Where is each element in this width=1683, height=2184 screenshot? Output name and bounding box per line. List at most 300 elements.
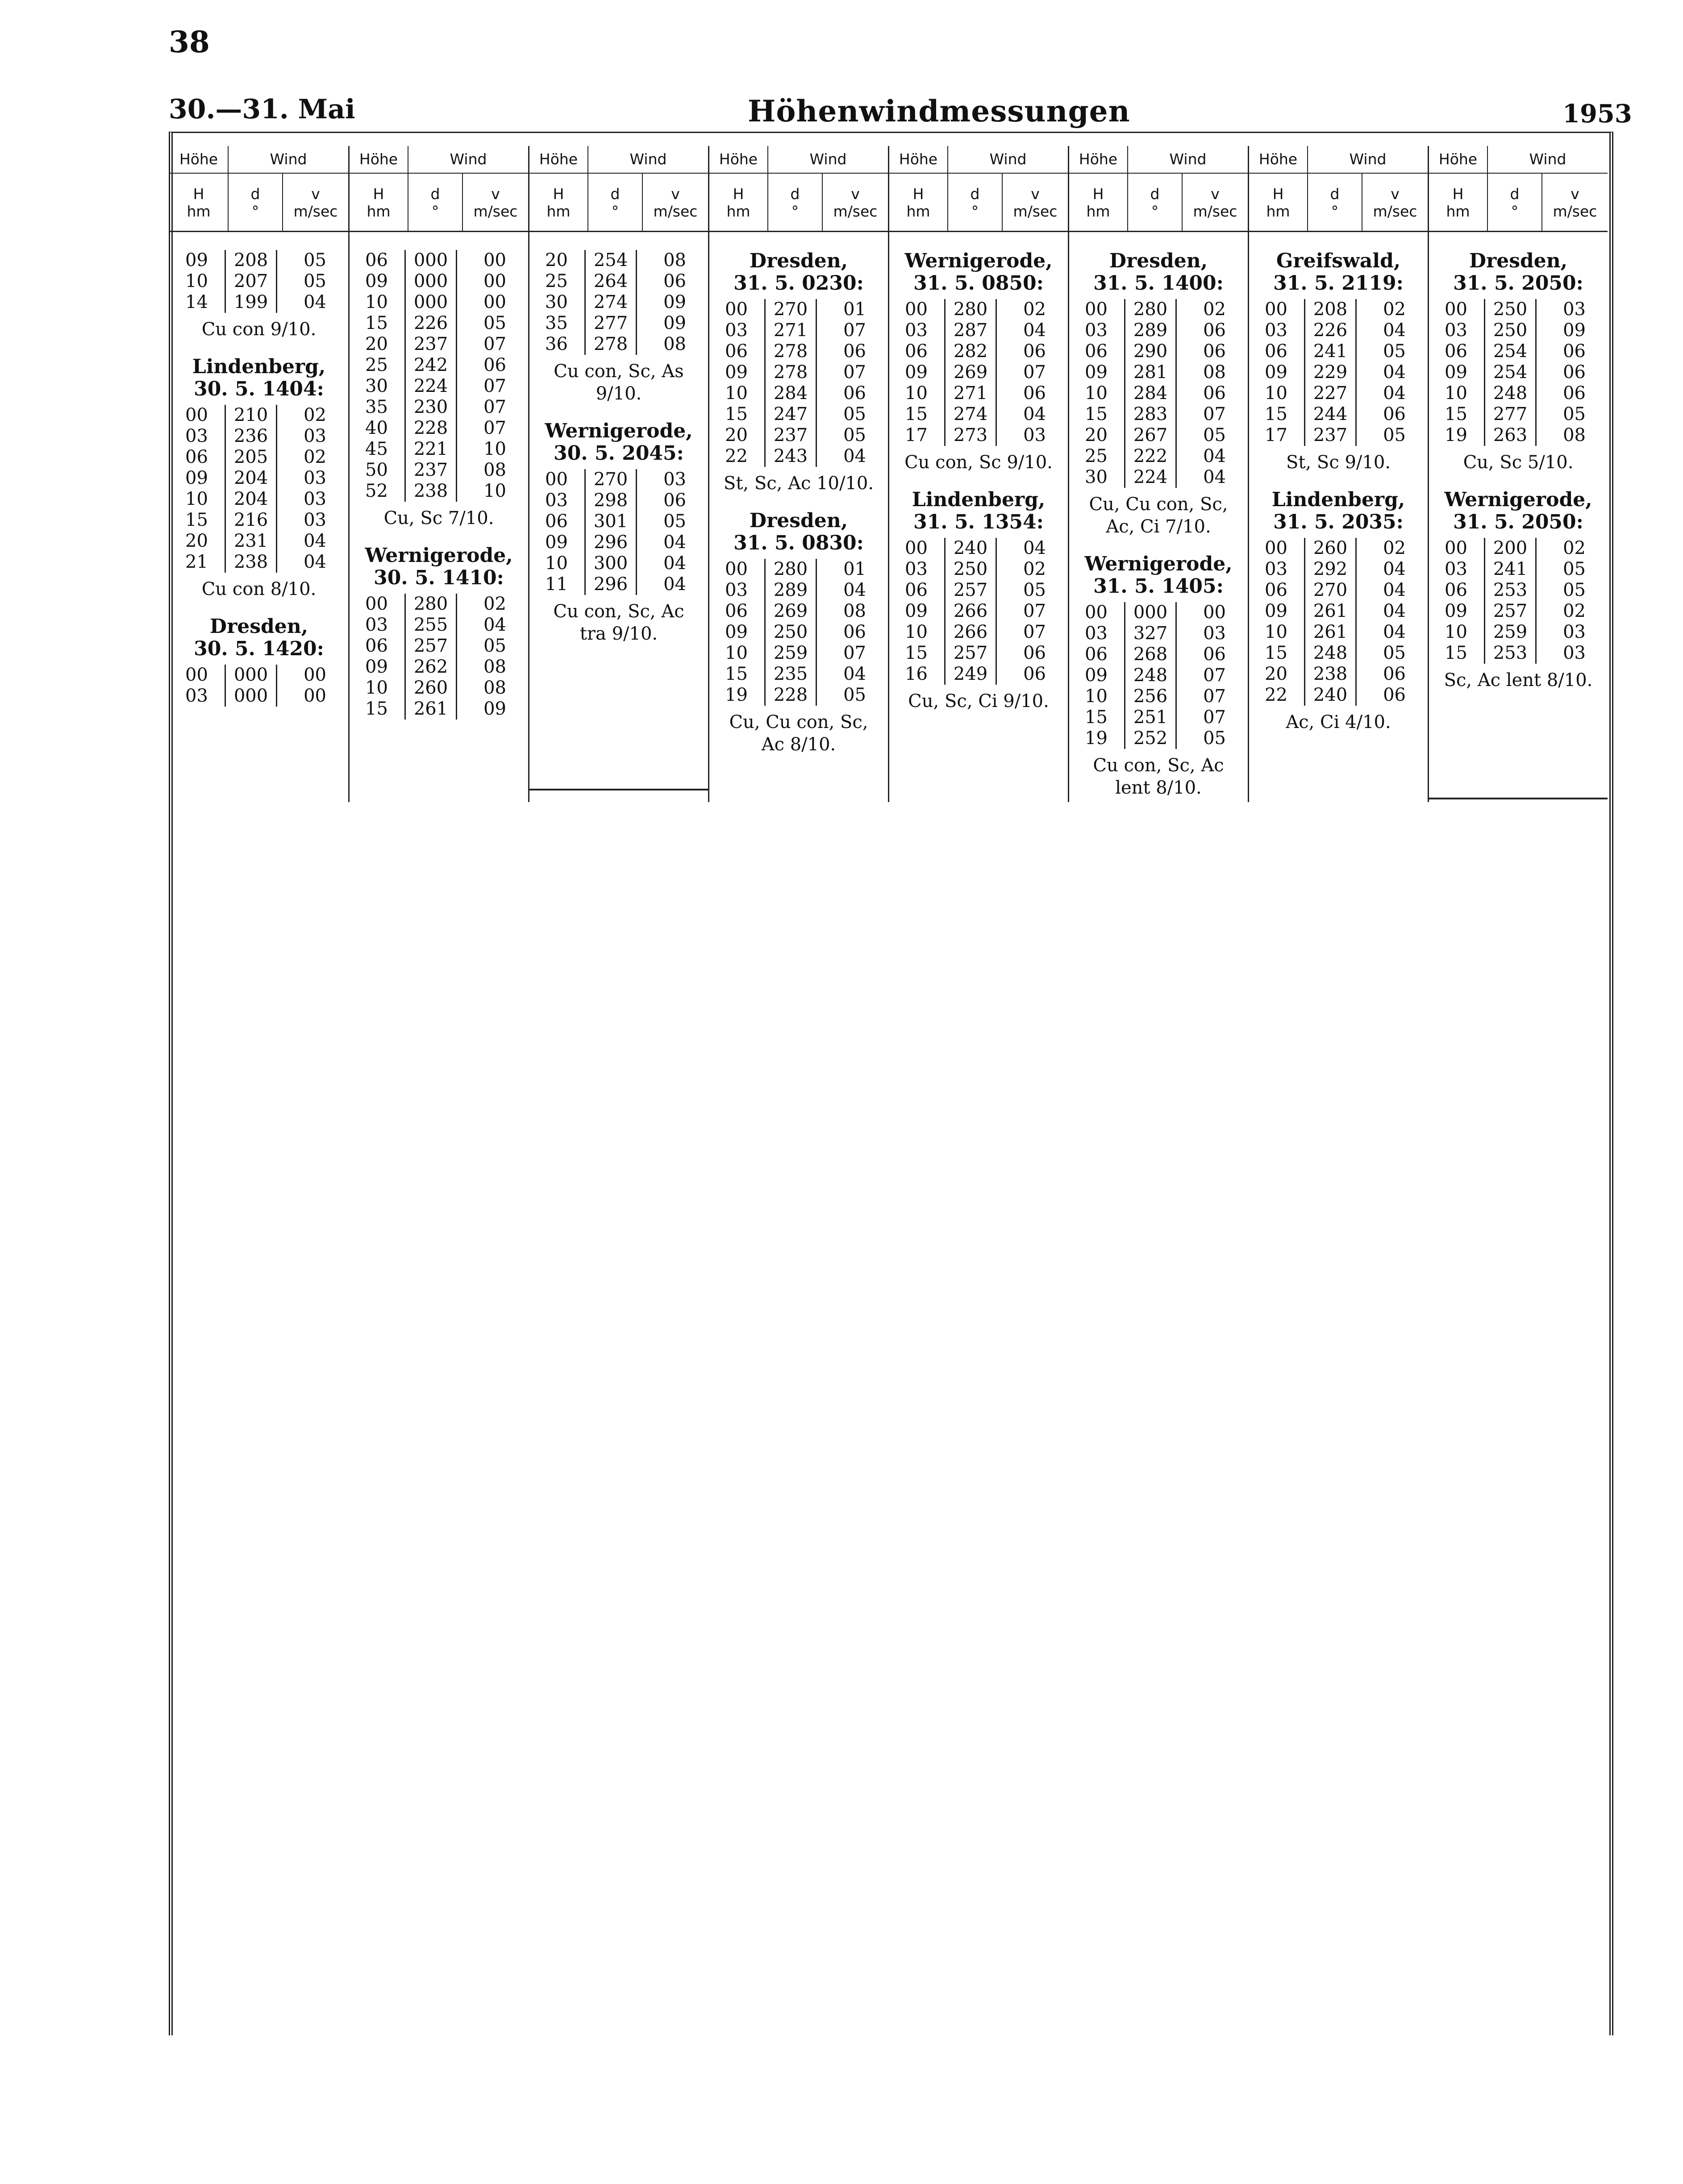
table-row — [725, 643, 866, 664]
station-block — [1249, 250, 1428, 474]
height-cell: 10 — [185, 489, 208, 509]
station-name: Dresden, — [1109, 250, 1208, 272]
speed-cell: 06 — [843, 622, 866, 642]
table-row — [545, 490, 686, 511]
header-d-cell — [948, 174, 1003, 232]
speed-cell: 04 — [1203, 446, 1226, 466]
station-block — [170, 250, 348, 341]
wind-table — [365, 250, 506, 502]
table-row — [1445, 341, 1586, 362]
speed-cell: 09 — [483, 699, 506, 719]
speed-cell: 06 — [1023, 643, 1046, 663]
table-row — [905, 383, 1046, 404]
direction-cell: 204 — [225, 489, 277, 510]
header-ms: m/sec — [1193, 203, 1237, 220]
direction-cell: 296 — [585, 532, 637, 553]
height-cell: 03 — [185, 426, 208, 446]
table-row — [1085, 341, 1226, 362]
table-row — [185, 665, 326, 686]
table-row — [1085, 404, 1226, 425]
direction-cell: 296 — [585, 574, 637, 595]
station-block — [1069, 553, 1248, 799]
direction-cell: 257 — [945, 643, 996, 664]
height-cell: 10 — [1085, 383, 1108, 404]
direction-cell: 243 — [765, 446, 817, 467]
speed-cell: 04 — [304, 531, 326, 551]
height-cell: 00 — [725, 559, 748, 579]
table-row — [725, 425, 866, 446]
table-row — [545, 313, 686, 334]
station-block — [709, 510, 888, 756]
height-cell: 06 — [1085, 644, 1108, 665]
table-row — [725, 320, 866, 341]
station-datetime: 31. 5. 2050: — [1453, 272, 1583, 295]
header-row-1 — [1429, 146, 1608, 174]
header-row-1 — [170, 146, 348, 174]
speed-cell: 04 — [1383, 622, 1406, 642]
direction-cell: 289 — [765, 580, 817, 601]
station-block — [889, 250, 1068, 474]
cloud-note: Sc, Ac lent 8/10. — [1444, 670, 1593, 691]
wind-table — [185, 665, 326, 707]
header-hm: hm — [1086, 203, 1110, 220]
height-cell: 06 — [185, 447, 208, 467]
wind-table — [185, 250, 326, 313]
height-cell: 03 — [365, 615, 388, 635]
speed-cell: 04 — [663, 574, 686, 595]
direction-cell: 254 — [1485, 362, 1536, 383]
speed-cell: 06 — [483, 355, 506, 375]
header-v: v — [491, 185, 500, 203]
table-row — [365, 313, 506, 334]
speed-cell: 05 — [304, 250, 326, 270]
height-cell: 10 — [1265, 622, 1287, 642]
speed-cell: 05 — [843, 425, 866, 445]
header-row-1 — [1249, 146, 1428, 174]
speed-cell: 00 — [483, 271, 506, 291]
table-row — [1265, 664, 1406, 685]
column-body — [889, 232, 1068, 712]
header-row-2 — [889, 174, 1068, 232]
cloud-note: Cu, Sc, Ci 9/10. — [908, 691, 1049, 711]
direction-cell: 254 — [1485, 341, 1536, 362]
header-hm: hm — [367, 203, 391, 220]
speed-cell: 05 — [1563, 559, 1586, 579]
height-cell: 09 — [365, 271, 388, 291]
table-row — [905, 341, 1046, 362]
height-cell: 50 — [365, 460, 388, 480]
header-wind: Wind — [270, 150, 307, 168]
column-header — [709, 146, 888, 232]
height-cell: 06 — [365, 250, 388, 270]
direction-cell: 280 — [1125, 299, 1176, 320]
direction-cell: 268 — [1125, 644, 1176, 665]
speed-cell: 02 — [1203, 299, 1226, 320]
direction-cell: 301 — [585, 511, 637, 532]
direction-cell: 237 — [405, 460, 457, 481]
speed-cell: 07 — [1203, 665, 1226, 686]
direction-cell: 259 — [765, 643, 817, 664]
table-row — [1445, 299, 1586, 320]
table-row — [185, 686, 326, 707]
header-h: H — [1092, 185, 1104, 203]
header-d-cell — [588, 174, 643, 232]
speed-cell: 04 — [1023, 538, 1046, 558]
direction-cell: 238 — [1305, 664, 1356, 685]
direction-cell: 237 — [765, 425, 817, 446]
table-row — [365, 615, 506, 636]
table-row — [1445, 580, 1586, 601]
speed-cell: 05 — [1203, 425, 1226, 445]
station-name: Wernigerode, — [904, 250, 1053, 272]
speed-cell: 06 — [1563, 383, 1586, 404]
height-cell: 09 — [185, 468, 208, 488]
direction-cell: 248 — [1485, 383, 1536, 404]
header-deg: ° — [1511, 203, 1519, 220]
direction-cell: 278 — [765, 362, 817, 383]
speed-cell: 00 — [304, 686, 326, 706]
table-row — [1265, 341, 1406, 362]
table-row — [185, 531, 326, 552]
table-row — [365, 250, 506, 271]
header-v-cell — [823, 174, 888, 232]
header-d: d — [430, 185, 440, 203]
table-row — [725, 559, 866, 580]
direction-cell: 269 — [945, 362, 996, 383]
table-row — [1085, 425, 1226, 446]
table-row — [725, 362, 866, 383]
table-row — [365, 636, 506, 657]
speed-cell: 02 — [1383, 299, 1406, 320]
direction-cell: 200 — [1485, 538, 1536, 559]
table-row — [905, 362, 1046, 383]
speed-cell: 08 — [483, 460, 506, 480]
height-cell: 09 — [1265, 601, 1287, 621]
height-cell: 19 — [1085, 728, 1108, 749]
height-cell: 00 — [1445, 299, 1467, 320]
column-body — [709, 232, 888, 756]
header-row-2 — [1249, 174, 1428, 232]
speed-cell: 03 — [1563, 622, 1586, 642]
speed-cell: 07 — [843, 320, 866, 341]
header-wind: Wind — [809, 150, 847, 168]
table-row — [905, 601, 1046, 622]
table-row — [1265, 580, 1406, 601]
speed-cell: 07 — [843, 643, 866, 663]
direction-cell: 298 — [585, 490, 637, 511]
cloud-note: Cu, Sc 5/10. — [1463, 452, 1574, 473]
header-deg: ° — [1331, 203, 1339, 220]
table-row — [725, 622, 866, 643]
speed-cell: 06 — [843, 341, 866, 362]
header-v: v — [1391, 185, 1400, 203]
table-row — [1085, 602, 1226, 623]
table-row — [1445, 538, 1586, 559]
speed-cell: 01 — [843, 299, 866, 320]
height-cell: 09 — [545, 532, 568, 553]
height-cell: 19 — [1445, 425, 1467, 445]
station-datetime: 31. 5. 0850: — [913, 272, 1044, 295]
direction-cell: 289 — [1125, 320, 1176, 341]
direction-cell: 274 — [945, 404, 996, 425]
station-name: Wernigerode, — [1084, 553, 1233, 575]
direction-cell: 327 — [1125, 623, 1176, 644]
header-v: v — [311, 185, 320, 203]
table-row — [1265, 320, 1406, 341]
speed-cell: 03 — [304, 489, 326, 509]
table-row — [1085, 728, 1226, 749]
speed-cell: 03 — [304, 426, 326, 446]
table-row — [905, 299, 1046, 320]
wind-table — [545, 250, 686, 355]
table-row — [1265, 601, 1406, 622]
header-h-cell — [889, 174, 948, 232]
header-hoehe: Höhe — [529, 146, 588, 173]
height-cell: 00 — [365, 594, 388, 614]
table-row — [905, 538, 1046, 559]
speed-cell: 04 — [1383, 362, 1406, 383]
wind-table — [1085, 602, 1226, 749]
wind-table — [545, 469, 686, 595]
speed-cell: 07 — [483, 376, 506, 396]
speed-cell: 04 — [843, 580, 866, 600]
direction-cell: 248 — [1125, 665, 1176, 686]
table-row — [1085, 707, 1226, 728]
header-ms: m/sec — [1553, 203, 1597, 220]
direction-cell: 287 — [945, 320, 996, 341]
height-cell: 20 — [1085, 425, 1108, 445]
header-row-1 — [529, 146, 708, 174]
direction-cell: 261 — [1305, 601, 1356, 622]
height-cell: 45 — [365, 439, 388, 459]
height-cell: 09 — [1445, 362, 1467, 383]
direction-cell: 251 — [1125, 707, 1176, 728]
speed-cell: 05 — [1203, 728, 1226, 749]
station-name: Dresden, — [1469, 250, 1568, 272]
height-cell: 10 — [1445, 383, 1467, 404]
direction-cell: 284 — [1125, 383, 1176, 404]
speed-cell: 06 — [843, 383, 866, 404]
header-hoehe: Höhe — [889, 146, 948, 173]
date-range: 30.—31. Mai — [169, 94, 355, 125]
table-row — [545, 271, 686, 292]
cloud-note: Cu con, Sc, As 9/10. — [554, 361, 684, 404]
table-row — [1085, 644, 1226, 665]
header-v: v — [851, 185, 860, 203]
height-cell: 35 — [365, 397, 388, 417]
table-row — [365, 397, 506, 418]
station-name: Dresden, — [749, 250, 848, 272]
table-row — [1085, 446, 1226, 467]
speed-cell: 08 — [663, 250, 686, 270]
header-h: H — [1272, 185, 1284, 203]
header-hm: hm — [906, 203, 930, 220]
table-row — [1085, 299, 1226, 320]
table-row — [1265, 425, 1406, 446]
height-cell: 00 — [1445, 538, 1467, 558]
header-d-cell — [229, 174, 283, 232]
direction-cell: 204 — [225, 468, 277, 489]
direction-cell: 282 — [945, 341, 996, 362]
header-deg: ° — [971, 203, 979, 220]
table-row — [365, 439, 506, 460]
direction-cell: 292 — [1305, 559, 1356, 580]
direction-cell: 000 — [405, 250, 457, 271]
table-row — [725, 404, 866, 425]
speed-cell: 08 — [1203, 362, 1226, 383]
header-wind: Wind — [989, 150, 1027, 168]
height-cell: 10 — [365, 678, 388, 698]
table-row — [1445, 383, 1586, 404]
height-cell: 00 — [725, 299, 748, 320]
speed-cell: 02 — [483, 594, 506, 614]
speed-cell: 04 — [483, 615, 506, 635]
direction-cell: 000 — [405, 271, 457, 292]
direction-cell: 255 — [405, 615, 457, 636]
speed-cell: 02 — [1023, 299, 1046, 320]
header-row-2 — [1069, 174, 1248, 232]
header-d: d — [790, 185, 800, 203]
speed-cell: 07 — [1203, 707, 1226, 728]
header-wind: Wind — [1529, 150, 1566, 168]
height-cell: 09 — [365, 657, 388, 677]
header-v-cell — [1183, 174, 1248, 232]
speed-cell: 04 — [1383, 559, 1406, 579]
speed-cell: 06 — [1383, 664, 1406, 684]
direction-cell: 284 — [765, 383, 817, 404]
header-d: d — [610, 185, 620, 203]
header-hoehe: Höhe — [709, 146, 768, 173]
height-cell: 00 — [545, 469, 568, 490]
table-row — [1445, 601, 1586, 622]
speed-cell: 06 — [1023, 383, 1046, 404]
table-row — [185, 552, 326, 573]
station-name: Greifswald, — [1276, 250, 1401, 272]
direction-cell: 261 — [405, 699, 457, 720]
direction-cell: 254 — [585, 250, 637, 271]
table-row — [1445, 320, 1586, 341]
station-block — [350, 545, 528, 720]
header-v: v — [671, 185, 680, 203]
height-cell: 25 — [365, 355, 388, 375]
header-d: d — [970, 185, 980, 203]
station-block — [350, 250, 528, 529]
height-cell: 14 — [185, 292, 208, 312]
header-hm: hm — [1446, 203, 1470, 220]
height-cell: 20 — [725, 425, 748, 445]
station-name: Lindenberg, — [192, 355, 326, 378]
table-row — [905, 580, 1046, 601]
height-cell: 10 — [725, 643, 748, 663]
page-title: Höhenwindmessungen — [748, 94, 1130, 129]
header-v-cell — [283, 174, 348, 232]
header-wind: Wind — [1169, 150, 1207, 168]
direction-cell: 224 — [1125, 467, 1176, 488]
station-block — [1069, 250, 1248, 538]
height-cell: 03 — [1445, 559, 1467, 579]
header-hoehe: Höhe — [350, 146, 408, 173]
column-body — [1429, 232, 1608, 691]
station-datetime: 31. 5. 1354: — [913, 511, 1044, 533]
direction-cell: 260 — [1305, 538, 1356, 559]
speed-cell: 07 — [483, 334, 506, 354]
height-cell: 09 — [905, 362, 928, 383]
speed-cell: 04 — [304, 292, 326, 312]
speed-cell: 09 — [1563, 320, 1586, 341]
header-hoehe: Höhe — [1069, 146, 1128, 173]
height-cell: 09 — [905, 601, 928, 621]
header-deg: ° — [1151, 203, 1159, 220]
header-d-cell — [408, 174, 463, 232]
height-cell: 09 — [1085, 362, 1108, 383]
table-row — [1265, 538, 1406, 559]
station-datetime: 30. 5. 2045: — [554, 442, 684, 465]
speed-cell: 04 — [1383, 320, 1406, 341]
height-cell: 19 — [725, 685, 748, 705]
speed-cell: 05 — [1563, 580, 1586, 600]
header-v: v — [1211, 185, 1220, 203]
station-block — [1429, 489, 1608, 691]
column-body — [529, 232, 708, 645]
direction-cell: 249 — [945, 664, 996, 685]
speed-cell: 09 — [663, 313, 686, 333]
direction-cell: 241 — [1305, 341, 1356, 362]
speed-cell: 03 — [304, 510, 326, 530]
height-cell: 15 — [905, 643, 928, 663]
height-cell: 03 — [725, 320, 748, 341]
height-cell: 03 — [1085, 320, 1108, 341]
table-row — [905, 643, 1046, 664]
height-cell: 10 — [1265, 383, 1287, 404]
direction-cell: 280 — [765, 559, 817, 580]
height-cell: 15 — [1265, 643, 1287, 663]
header-row-2 — [709, 174, 888, 232]
direction-cell: 216 — [225, 510, 277, 531]
height-cell: 15 — [905, 404, 928, 424]
speed-cell: 07 — [483, 397, 506, 417]
table-row — [1265, 559, 1406, 580]
table-row — [1085, 665, 1226, 686]
speed-cell: 06 — [1203, 341, 1226, 362]
header-hoehe: Höhe — [1429, 146, 1488, 173]
direction-cell: 266 — [945, 601, 996, 622]
cloud-note: Cu, Cu con, Sc, Ac, Ci 7/10. — [1089, 494, 1228, 537]
table-row — [1085, 686, 1226, 707]
station-block — [170, 356, 348, 600]
header-deg: ° — [791, 203, 799, 220]
direction-cell: 273 — [945, 425, 996, 446]
speed-cell: 05 — [1563, 404, 1586, 424]
station-datetime: 30. 5. 1410: — [374, 566, 504, 589]
speed-cell: 06 — [663, 490, 686, 511]
direction-cell: 290 — [1125, 341, 1176, 362]
speed-cell: 10 — [483, 439, 506, 459]
header-hm: hm — [187, 203, 211, 220]
speed-cell: 00 — [483, 250, 506, 270]
speed-cell: 03 — [1563, 643, 1586, 663]
height-cell: 36 — [545, 334, 568, 354]
height-cell: 09 — [725, 362, 748, 383]
height-cell: 03 — [905, 320, 928, 341]
station-name: Wernigerode, — [545, 420, 693, 442]
height-cell: 00 — [185, 405, 208, 425]
speed-cell: 08 — [483, 657, 506, 677]
column-header — [1429, 146, 1608, 232]
speed-cell: 04 — [1023, 320, 1046, 341]
table-row — [185, 489, 326, 510]
speed-cell: 00 — [483, 292, 506, 312]
speed-cell: 02 — [1023, 559, 1046, 579]
